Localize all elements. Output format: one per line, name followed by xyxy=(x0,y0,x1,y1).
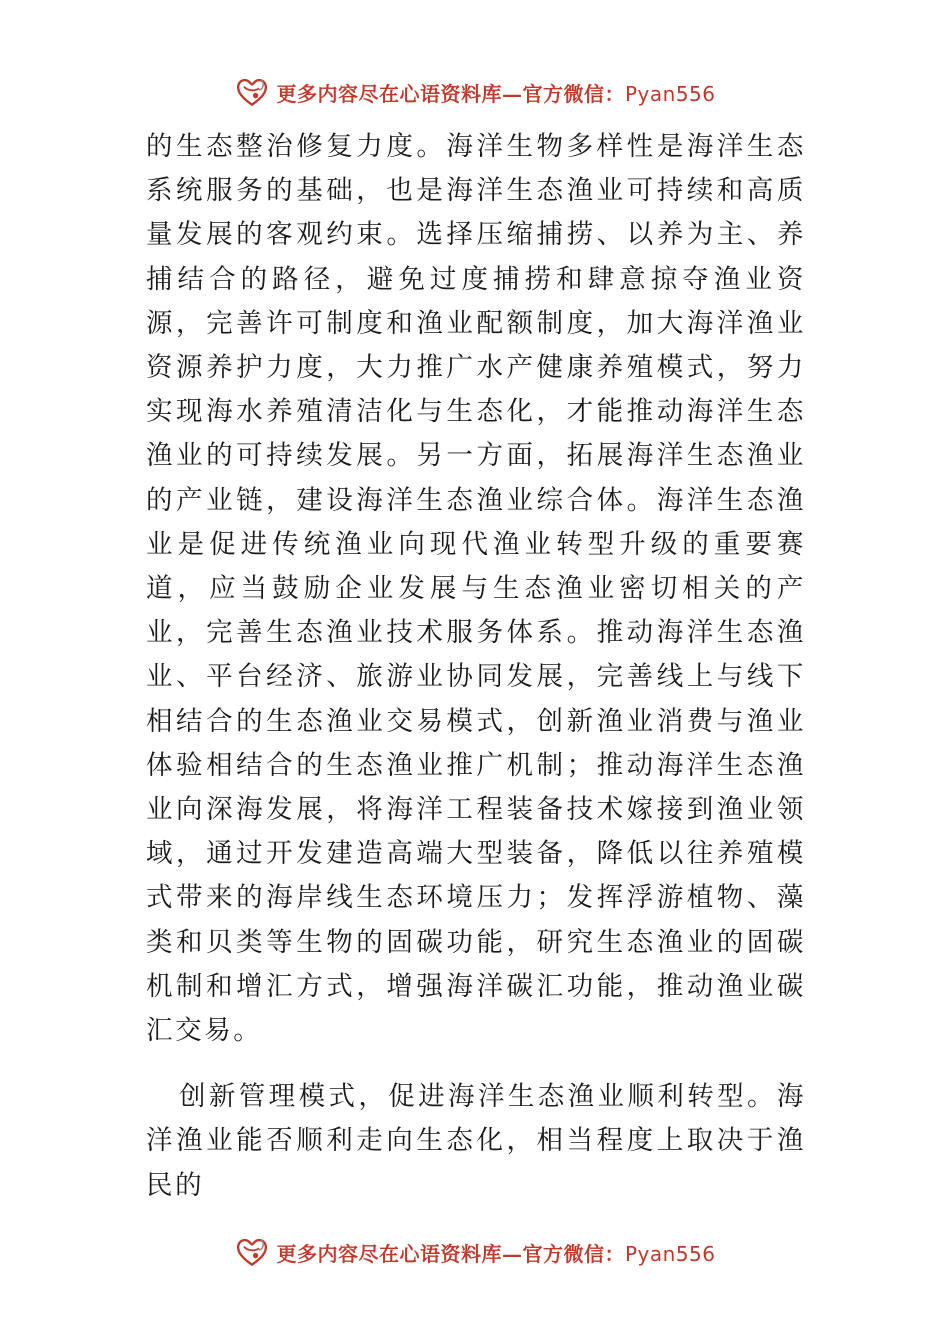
heart-logo-icon xyxy=(234,1234,270,1270)
paragraph-1: 的生态整治修复力度。海洋生物多样性是海洋生态系统服务的基础，也是海洋生态渔业可持续和高质量发展的客观约束。选择压缩捕捞、以养为主、养捕结合的路径，避免过度捕捞和肆意掠夺渔业资源，完善许可制度和渔业配额制度，加大海洋渔业资源养护力度，大力推广水产健康养殖模式，努力实现海水养殖清洁化与生态化，才能推动海洋生态渔业的可持续发展。另一方面，拓展海洋生态渔业的产业链，建设海洋生态渔业综合体。海洋生态渔业是促进传统渔业向现代渔业转型升级的重要赛道，应当鼓励企业发展与生态渔业密切相关的产业，完善生态渔业技术服务体系。推动海洋生态渔业、平台经济、旅游业协同发展，完善线上与线下相结合的生态渔业交易模式，创新渔业消费与渔业体验相结合的生态渔业推广机制；推动海洋生态渔业向深海发展，将海洋工程装备技术嫁接到渔业领域，通过开发建造高端大型装备，降低以往养殖模式带来的海岸线生态环境压力；发挥浮游植物、藻类和贝类等生物的固碳功能，研究生态渔业的固碳机制和增汇方式，增强海洋碳汇功能，推动渔业碳汇交易。 xyxy=(146,131,806,1047)
banner-title: 更多内容尽在心语资料库—官方微信： xyxy=(276,1241,625,1266)
banner-text xyxy=(276,1238,715,1267)
banner-contact: Pyan556 xyxy=(624,81,716,106)
banner-contact: Pyan556 xyxy=(624,1241,716,1266)
heart-logo-icon xyxy=(234,74,270,110)
footer-banner xyxy=(0,1232,950,1272)
banner-title: 更多内容尽在心语资料库—官方微信： xyxy=(276,81,625,106)
document-body xyxy=(146,125,806,1208)
header-banner xyxy=(0,72,950,112)
banner-text xyxy=(276,78,715,107)
paragraph-2: 创新管理模式，促进海洋生态渔业顺利转型。海洋渔业能否顺利走向生态化，相当程度上取决于渔民的 xyxy=(146,1081,806,1201)
